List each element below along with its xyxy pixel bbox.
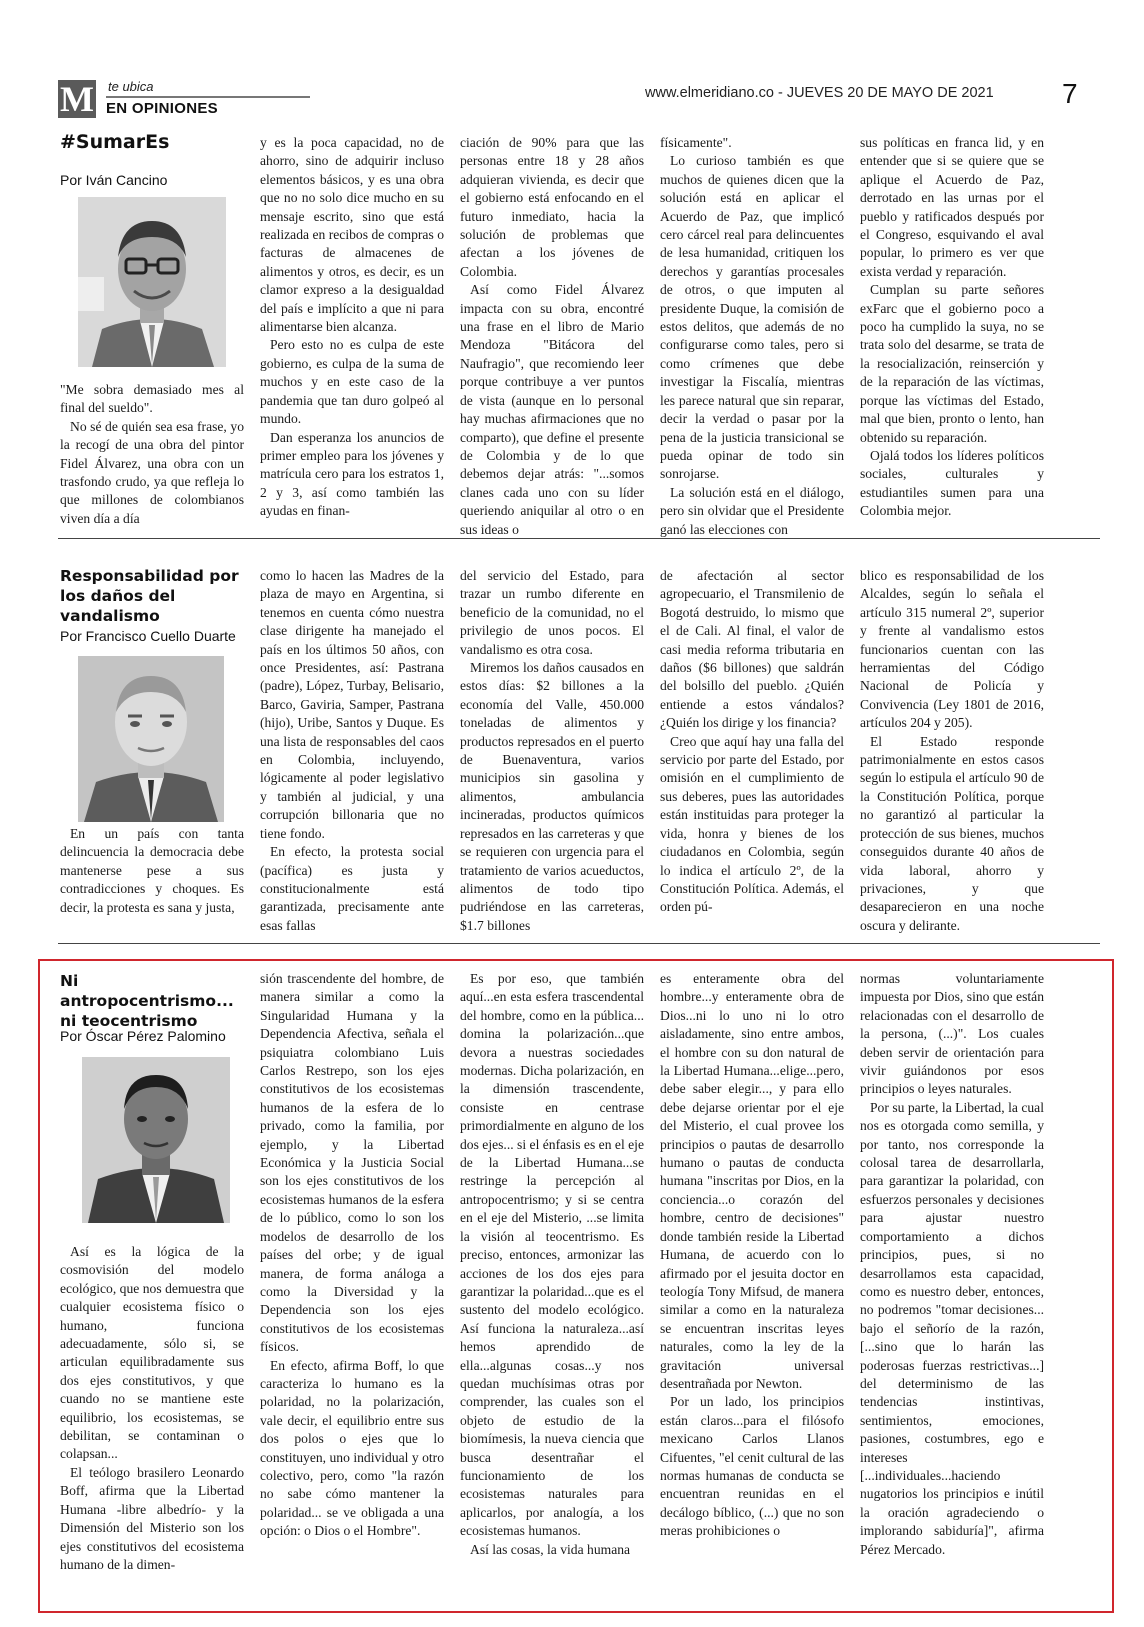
article-byline: Por Francisco Cuello Duarte xyxy=(60,628,236,644)
author-photo xyxy=(82,1057,230,1223)
author-photo xyxy=(78,197,226,367)
article-column xyxy=(660,970,844,1604)
article-column xyxy=(860,134,1044,524)
paragraph: ciación de 90% para que las personas entre 18 y 28 años adquieran vivienda, es decir que el gobierno está enfocando en el futuro inmediato, hacia la solución de problemas que afectan a los jóvenes de Colombia. xyxy=(460,135,644,279)
paragraph: y es la poca capacidad, no de ahorro, sino de adquirir incluso elementos básicos, y es una obra que no no solo dice mucho en su mensaje escrito, sino que está realizada en recibos de compras o facturas de almacenes de alimentos y otros, es decir, es un clamor expreso a la desigualdad del país e implícito a que ni para alimentarse bien alcanza. xyxy=(260,135,444,335)
paragraph: Miremos los daños causados en estos días: $2 billones a la economía del Valle, 450.000 toneladas de alimentos y productos represados en el puerto de Buenaventura, varios municipios sin gasolina y alimentos, ambulancia incineradas, productos químicos represados en las carreteras y que se requieren con urgencia para el tratamiento de varios acueductos, alimentos de todo tipo pudriéndose en las carreteras, $1.7 billones xyxy=(460,660,644,933)
paragraph: sión trascendente del hombre, de manera similar a como la Singularidad Humana y la Dependencia Afectiva, señala el psiquiatra colombiano Luis Carlos Restrepo, son los ejes constitutivos de los ecosistemas humanos de la esfera de lo privado, como la familia, por ejemplo, y la Libertad Económica y la Justicia Social son los ejes constitutivos de los ecosistemas humanos de la esfera de lo público, como lo son los modelos de desarrollo de los países del orbe; y de igual manera, de forma análoga a como la Diversidad y la Dependencia son los ejes constitutivos de los ecosistemas físicos. xyxy=(260,971,444,1355)
author-photo xyxy=(78,656,224,822)
paragraph: La solución está en el diálogo, pero sin olvidar que el Presidente ganó las elecciones con xyxy=(660,484,844,537)
article-byline: Por Iván Cancino xyxy=(60,172,168,188)
article-column xyxy=(860,567,1044,933)
paragraph: Así como Fidel Álvarez impacta con su obra, encontré una frase en el libro de Mario Mendoza "Bitácora del Naufragio", que recomiendo leer porque contribuye a ver puntos de vista (aunque en lo personal hay muchas afirmaciones que no comparto), que define el presente de Colombia y de lo que debemos dejar atrás: "...somos clanes cada uno con su líder queriendo aniquilar al otro o en sus ideas o xyxy=(460,282,644,537)
article-separator xyxy=(58,538,1100,539)
paragraph: Por un lado, los principios están claros...para el filósofo mexicano Carlos Llanos Cifuentes, "el cenit cultural de las normas humanas de conducta se encuentran reunidas en el decálogo bíblico, (...) que no son meras prohibiciones o xyxy=(660,1394,844,1539)
article-title: Ni antropocentrismo... ni teocentrismo xyxy=(60,972,234,1030)
paragraph: Cumplan su parte señores exFarc que el gobierno poco a poco ha cumplido la suya, no se trata solo del desarme, se trata de la resocialización, reinserción y de la reparación de las víctimas, porque las víctimas del Estado, mal que bien, pronto o lento, han obtenido su reparación. xyxy=(860,282,1044,445)
article-column xyxy=(60,825,244,919)
paragraph: blico es responsabilidad de los Alcaldes, según lo señala el artículo 315 numeral 2º, superior y frente al vandalismo estos funcionarios cuentan con las herramientas del Código Nacional de Policía y Convivencia (Ley 1801 de 2016, artículos 204 y 205). xyxy=(860,568,1044,731)
article-column xyxy=(460,567,644,933)
paragraph: En un país con tanta delincuencia la democracia debe mantenerse pese a sus contradicciones y choques. Es decir, la protesta es sana y justa, xyxy=(60,826,244,915)
paragraph: Ojalá todos los líderes políticos sociales, culturales y estudiantiles sumen para una Colombia mejor. xyxy=(860,447,1044,519)
article-column xyxy=(60,381,244,526)
paragraph: Lo curioso también es que muchos de quienes dicen que la solución está en aplicar el Acuerdo de Paz, que implicó cero cárcel real para delincuentes de lesa humanidad, critiquen los derechos y garantías procesales de otros, o que imputen al presidente Duque, la comisión de estos delitos, que además de no configurarse como tales, pero si como crímenes que debe investigar la Fiscalía, mientras les parece natural que sin reparar, decir la verdad o pasar por la pena de la justicia transicional se pueda opinar de todo sin sonrojarse. xyxy=(660,153,844,482)
header-rule xyxy=(106,96,310,98)
paragraph: En efecto, la protesta social (pacífica) es justa y constitucionalmente está garantizada, precisamente ante esas fallas xyxy=(260,844,444,933)
paragraph: como lo hacen las Madres de la plaza de mayo en Argentina, si tenemos en cuenta cómo nuestra clase dirigente ha manejado el país en los últimos 50 años, con once Presidentes, así: Pastrana (padre), López, Turbay, Belisario, Barco, Gaviria, Samper, Pastrana (hijo), Uribe, Santos y Duque. Es una lista de responsables del caos en Colombia, incluyendo, lógicamente al poder legislativo y también al judicial, y una corrupción billonaria que no tiene fondo. xyxy=(260,568,444,841)
newspaper-logo: M xyxy=(58,80,96,118)
article-column xyxy=(260,970,444,1604)
paragraph: Dan esperanza los anuncios de primer empleo para los jóvenes y matrícula cero para los estratos 1, 2 y 3, así como también las ayudas en finan- xyxy=(260,429,444,519)
page-number: 7 xyxy=(1062,78,1078,109)
article-separator xyxy=(58,943,1100,944)
article-column xyxy=(460,134,644,537)
article-column xyxy=(660,134,844,537)
article-byline: Por Óscar Pérez Palomino xyxy=(60,1028,226,1044)
article-column xyxy=(660,567,844,919)
paragraph: es enteramente obra del hombre...y enteramente obra de Dios...ni lo uno ni lo otro aisladamente, sino entre ambos, el hombre con su don natural de la Libertad Humana...elige...pero, debe saber elegir..., y para ello debe dejarse orientar por el eje del Misterio, el cual provee los principios o pautas de desarrollo humano o pautas de conducta humana "inscritas por Dios, en la conciencia...o corazón del hombre, centro de decisiones" donde también reside la Libertad Humana, de acuerdo con lo afirmado por el jesuita doctor en teología Tony Mifsud, de manera similar a como en la naturaleza se encuentran inscritas leyes naturales, como la ley de la gravitación universal desentrañada por Newton. xyxy=(660,971,844,1391)
paragraph: Así es la lógica de la cosmovisión del modelo ecológico, que nos demuestra que cualquier ecosistema físico o humano, funciona adecuadamente, sólo si, se articulan equilibradamente sus dos ejes constitutivos, y que cuando no se mantiene este equilibrio, los ecosistemas, se debilitan, se contaminan o colapsan... xyxy=(60,1244,244,1462)
paragraph: "Me sobra demasiado mes al final del sueldo". xyxy=(60,382,244,416)
paragraph: El Estado responde patrimonialmente en estos casos según lo estipula el artículo 90 de la Constitución Política, porque no garantizó al particular la protección de sus bienes, muchos conseguidos durante 40 años de vida laboral, ahorro y privaciones, y que desaparecieron en una noche oscura y delirante. xyxy=(860,733,1044,933)
paragraph: Creo que aquí hay una falla del servicio por parte del Estado, por omisión en el cumplimiento de sus deberes, pues las autoridades están instituidas para proteger la vida, honra y bienes de los ciudadanos en Colombia, según lo indica el artículo 2º, de la Constitución Política. Además, el orden pú- xyxy=(660,733,844,915)
article-column xyxy=(860,970,1044,1604)
logo-tagline: te ubica xyxy=(108,79,154,94)
article-title: Responsabilidad por los daños del vandalismo xyxy=(60,567,239,625)
paragraph: normas voluntariamente impuesta por Dios, sino que están relacionadas con el desarrollo de la persona, (...)". Los cuales deben servir de orientación para vivir guiándonos por esos principios o leyes naturales. xyxy=(860,971,1044,1097)
paragraph: del servicio del Estado, para trazar un rumbo diferente en beneficio de la comunidad, no el privilegio de unos pocos. El vandalismo es otra cosa. xyxy=(460,568,644,657)
article-column xyxy=(260,134,444,524)
paragraph: No sé de quién sea esa frase, yo la recogí de una obra del pintor Fidel Álvarez, una obra con un trasfondo crudo, ya que refleja lo que millones de colombianos viven día a día xyxy=(60,418,244,526)
section-name: EN OPINIONES xyxy=(106,100,218,117)
paragraph: físicamente". xyxy=(660,135,732,150)
article-title: #SumarEs xyxy=(60,131,170,153)
paragraph: En efecto, afirma Boff, lo que caracteriza lo humano es la polaridad, no la polarización, vale decir, el equilibrio entre sus dos polos o ejes que lo constituyen, uno individual y otro colectivo, pero, como "la razón no sabe cómo mantener la polaridad... se ve obligada a una opción: o Dios o el Hombre". xyxy=(260,1357,444,1539)
article-column xyxy=(460,970,644,1604)
paragraph: Pero esto no es culpa de este gobierno, es culpa de la suma de muchos y en este caso de la pandemia que tan duro golpeó al mundo. xyxy=(260,337,444,427)
paragraph: sus políticas en franca lid, y en entender que si se quiere que se aplique el Acuerdo de Paz, derrotado en las urnas por el pueblo y ratificados después por el Congreso, esquivando el aval popular, lo primero es ver que exista verdad y reparación. xyxy=(860,135,1044,279)
paragraph: Por su parte, la Libertad, la cual nos es otorgada como semilla, y por tanto, nos corresponde la colosal tarea de desarrollarla, para garantizar la polaridad, con esfuerzos personales y decisiones para ajustar nuestro comportamiento a dichos principios, pues, si no desarrollamos esta capacidad, como es nuestro deber, entonces, no podremos "tomar decisiones... bajo el señorío de la razón, [...sino que lo harán las poderosas fuerzas restrictivas...] del determinismo de las tendencias instintivas, sentimientos, emociones, pasiones, costumbres, ego e intereses [...individuales...haciendo nugatorios los principios e inútil la oración agradeciendo o implorando sabiduría]", afirma Pérez Mercado. xyxy=(860,1099,1044,1557)
paragraph: Es por eso, que también aquí...en esta esfera trascendental del hombre, como en la pública... domina la polarización...que devora a nuestras sociedades modernas. Dicha polarización, en la dimensión trascendente, consiste en centrase primordialmente en alguno de los dos ejes... si el énfasis es en el eje de la Libertad Humana...se restringe la percepción al antropocentrismo; y si se centra en el eje del Misterio, ...se limita la visión al teocentrismo. Es preciso, entonces, armonizar las acciones de los dos ejes para garantizar la polaridad...que es el sustento del modelo ecológico. Así funciona la naturaleza...así hemos aprendido de ella...algunas cosas...y nos quedan muchísimas otras por comprender, las cuales son el objeto de estudio de la biomímesis, la nueva ciencia que busca desentrañar el funcionamiento de los ecosistemas naturales para aplicarlos, por analogía, a los ecosistemas humanos. xyxy=(460,971,644,1539)
paragraph: Así las cosas, la vida humana xyxy=(470,1541,631,1557)
date-line: www.elmeridiano.co - JUEVES 20 DE MAYO DE 2021 xyxy=(645,85,994,101)
article-column xyxy=(260,567,444,933)
paragraph: El teólogo brasilero Leonardo Boff, afirma que la Libertad Humana -libre albedrío- y la Dimensión del Misterio son los ejes constitutivos del ecosistema humano de la dimen- xyxy=(60,1464,244,1572)
paragraph: de afectación al sector agropecuario, el Transmilenio de Bogotá destruido, lo mismo que el de Cali. Al final, el valor de casi media reforma tributaria en daños ($6 billones) que saldrán del bolsillo del pueblo. ¿Quién entiende a estos vándalos? ¿Quién los dirige y los financia? xyxy=(660,568,844,731)
article-column xyxy=(60,1243,244,1603)
